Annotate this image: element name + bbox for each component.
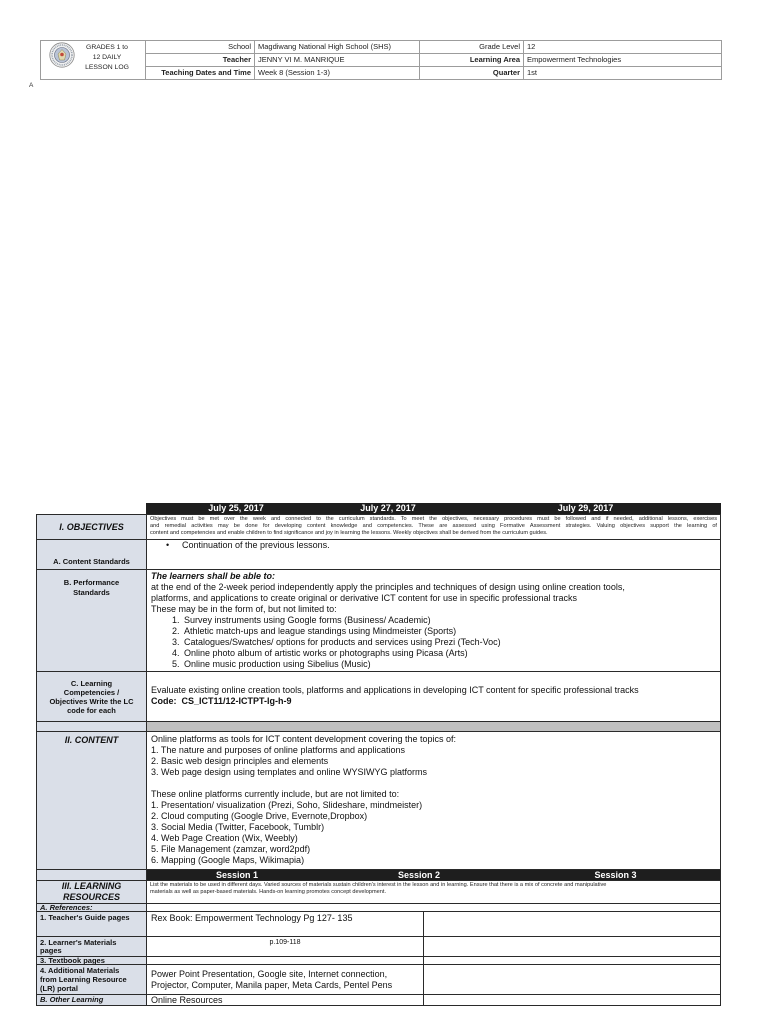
additional-materials-session-2 bbox=[424, 965, 720, 994]
teaching-dates-label: Teaching Dates and Time bbox=[146, 67, 255, 79]
references-label: A. References: bbox=[37, 904, 147, 912]
quarter-value: 1st bbox=[527, 68, 538, 77]
learning-competencies-label-line: code for each bbox=[67, 705, 116, 715]
performance-standards-label-line: Standards bbox=[73, 588, 110, 597]
platform-item: 4. Web Page Creation (Wix, Weebly) bbox=[151, 833, 298, 843]
learners-materials-label-line: 2. Learner's Materials bbox=[40, 938, 117, 947]
date-session-1: July 25, 2017 bbox=[208, 503, 264, 513]
performance-item-text: Athletic match-ups and league standings using Mindmeister (Sports) bbox=[184, 626, 457, 636]
additional-materials-session-1 bbox=[147, 965, 424, 994]
content-topic: 2. Basic web design principles and elements bbox=[151, 756, 329, 766]
performance-item bbox=[151, 615, 716, 626]
performance-standards-intro: The learners shall be able to: bbox=[151, 571, 276, 581]
teachers-guide-cell bbox=[147, 912, 721, 937]
learning-competencies-label bbox=[37, 672, 147, 722]
additional-materials-value-line: Power Point Presentation, Google site, Internet connection, bbox=[151, 968, 388, 979]
learners-materials-value: p.109-118 bbox=[269, 939, 301, 946]
other-learning-cell bbox=[147, 995, 721, 1006]
school-label: School bbox=[146, 41, 255, 54]
blank-line bbox=[151, 778, 716, 789]
lesson-log-header-table bbox=[40, 40, 722, 80]
title-line: GRADES 1 to bbox=[86, 44, 128, 51]
lesson-log-title bbox=[77, 43, 137, 73]
additional-materials-value-line: Projector, Computer, Manila paper, Meta Cards, Pentel Pens bbox=[151, 979, 393, 990]
other-learning-value: Online Resources bbox=[151, 995, 223, 1005]
objectives-label: I. OBJECTIVES bbox=[37, 515, 147, 540]
learners-materials-session-2 bbox=[424, 937, 720, 956]
content-standards-bullet: • Continuation of the previous lessons. bbox=[147, 540, 720, 551]
content-standards-label bbox=[37, 540, 147, 570]
learning-resources-label-line: III. LEARNING bbox=[61, 881, 122, 891]
grade-level-value: 12 bbox=[524, 41, 721, 54]
other-learning-label: B. Other Learning bbox=[37, 995, 147, 1006]
content-topic: 1. The nature and purposes of online platforms and applications bbox=[151, 745, 405, 755]
title-line: LESSON LOG bbox=[85, 64, 129, 71]
learners-materials-label bbox=[37, 937, 147, 957]
performance-item-text: Survey instruments using Google forms (Business/ Academic) bbox=[184, 615, 431, 625]
additional-materials-label bbox=[37, 965, 147, 995]
header-logo-cell bbox=[41, 41, 146, 79]
performance-standards-line: at the end of the 2-week period independently apply the principles and techniques of design using online creation tools, bbox=[151, 582, 625, 592]
code-label: Code: bbox=[151, 695, 177, 706]
other-learning-session-1 bbox=[147, 995, 424, 1005]
additional-materials-label-line: (LR) portal bbox=[40, 984, 78, 993]
content-cell bbox=[147, 732, 721, 870]
learning-resources-label-line: RESOURCES bbox=[62, 892, 120, 902]
learning-competencies-label-line: C. Learning bbox=[70, 678, 113, 688]
performance-item bbox=[151, 626, 716, 637]
separator-bar bbox=[147, 722, 721, 732]
learners-materials-label-line: pages bbox=[40, 946, 62, 955]
textbook-pages-cell bbox=[147, 957, 721, 965]
textbook-pages-session-1 bbox=[147, 957, 424, 964]
learning-resources-note bbox=[147, 881, 721, 904]
teacher-value: JENNY VI M. MANRIQUE bbox=[255, 54, 420, 67]
competency-code: CS_ICT11/12-ICTPT-Ig-h-9 bbox=[181, 695, 292, 706]
deped-seal-logo bbox=[49, 42, 75, 68]
textbook-pages-label: 3. Textbook pages bbox=[37, 957, 147, 965]
performance-standards-line: platforms, and applications to create original or derivative ICT content for use in specific professional tracks bbox=[151, 593, 578, 603]
date-session-2: July 27, 2017 bbox=[360, 503, 416, 513]
performance-item-number: 1. bbox=[172, 615, 180, 625]
content-topic: 3. Web page design using templates and online WYSIWYG platforms bbox=[151, 767, 427, 777]
other-learning-session-2 bbox=[424, 995, 720, 1005]
references-cell bbox=[147, 904, 721, 912]
learning-competencies-label-line: Competencies / bbox=[63, 687, 120, 697]
platform-item: 2. Cloud computing (Google Drive, Evernote,Dropbox) bbox=[151, 811, 368, 821]
sessions-header-row bbox=[147, 870, 721, 881]
performance-standards-line: These may be in the form of, but not limited to: bbox=[151, 604, 337, 614]
platform-item: 5. File Management (zamzar, word2pdf) bbox=[151, 844, 311, 854]
sessions-label-cell bbox=[37, 870, 147, 881]
session-1-header: Session 1 bbox=[215, 870, 259, 880]
performance-item bbox=[151, 648, 716, 659]
performance-item-number: 4. bbox=[172, 648, 180, 658]
session-3-header: Session 3 bbox=[594, 870, 637, 880]
performance-standards-label bbox=[37, 570, 147, 672]
date-session-3: July 29, 2017 bbox=[557, 503, 614, 513]
teachers-guide-label: 1. Teacher's Guide pages bbox=[37, 912, 147, 937]
teachers-guide-value: Rex Book: Empowerment Technology Pg 127- 135 bbox=[151, 913, 353, 923]
performance-item bbox=[151, 659, 716, 670]
performance-item-text: Catalogues/Swatches/ options for products and services using Prezi (Tech-Voc) bbox=[184, 637, 501, 647]
school-value: Magdiwang National High School (SHS) bbox=[255, 41, 420, 54]
additional-materials-label-line: from Learning Resource bbox=[40, 975, 127, 984]
teachers-guide-session-2 bbox=[424, 912, 720, 936]
content-label: II. CONTENT bbox=[37, 732, 147, 870]
performance-standards-cell bbox=[147, 570, 721, 672]
learners-materials-session-1 bbox=[147, 937, 424, 956]
title-line: 12 DAILY bbox=[92, 54, 122, 61]
session-2-header: Session 2 bbox=[397, 870, 441, 880]
platforms-intro: These online platforms currently include, but are not limited to: bbox=[151, 789, 400, 799]
quarter-label: Quarter bbox=[420, 67, 524, 79]
teachers-guide-session-1 bbox=[147, 912, 424, 936]
learning-competencies-cell bbox=[147, 672, 721, 722]
grade-level-label: Grade Level bbox=[420, 41, 524, 54]
performance-item-text: Online music production using Sibelius (Music) bbox=[184, 659, 371, 669]
performance-item-number: 5. bbox=[172, 659, 180, 669]
learning-resources-label bbox=[37, 881, 147, 904]
performance-standards-label-line: B. Performance bbox=[63, 578, 120, 587]
content-standards-cell bbox=[147, 540, 721, 570]
lesson-plan-grid bbox=[36, 514, 721, 1006]
dates-header-row bbox=[146, 503, 721, 514]
content-standards-label-text: A. Content Standards bbox=[53, 557, 130, 566]
platform-item: 3. Social Media (Twitter, Facebook, Tumblr) bbox=[151, 822, 325, 832]
teacher-label: Teacher bbox=[146, 54, 255, 67]
lesson-plan-table bbox=[36, 503, 721, 1006]
objectives-note-line: Objectives must be met over the week and connected to the curriculum standards. To meet the objectives, necessary procedures must be followed and if needed, additional lessons, exercises bbox=[150, 516, 717, 522]
learning-competencies-label-line: Objectives Write the LC bbox=[49, 696, 134, 706]
learning-competency-text: Evaluate existing online creation tools, platforms and applications in developing ICT content for specific professional tracks bbox=[151, 684, 639, 695]
objectives-note-line: content and competencies and enable children to find significance and joy in learning the lessons. Weekly objectives shall be derived from the curriculum guides. bbox=[150, 530, 548, 536]
additional-materials-label-line: 4. Additional Materials bbox=[40, 966, 120, 975]
platform-item: 1. Presentation/ visualization (Prezi, Soho, Slideshare, mindmeister) bbox=[151, 800, 423, 810]
performance-item-number: 2. bbox=[172, 626, 180, 636]
learning-area-value: Empowerment Technologies bbox=[524, 54, 721, 67]
stray-mark: A bbox=[29, 82, 34, 89]
learning-competency-code-line bbox=[151, 696, 716, 707]
performance-item bbox=[151, 637, 716, 648]
learners-materials-cell bbox=[147, 937, 721, 957]
objectives-note bbox=[147, 515, 721, 540]
learning-resources-note-line: List the materials to be used in different days. Varied sources of materials sustain children's interest in the lesson and in learning. Ensure that there is a mix of concrete and manipulative bbox=[150, 882, 607, 888]
learning-resources-note-line: materials as well as paper-based materials. Hands-on learning promotes concept development. bbox=[150, 889, 386, 895]
textbook-pages-session-2 bbox=[424, 957, 720, 964]
performance-item-number: 3. bbox=[172, 637, 180, 647]
content-intro: Online platforms as tools for ICT content development covering the topics of: bbox=[151, 734, 456, 744]
objectives-note-line: and remedial activities may be done for developing content knowledge and competencies. These are assessed using Formative Assessment strategies. Valuing objectives support the learning of bbox=[150, 523, 717, 529]
performance-item-text: Online photo album of artistic works or photographs using Picasa (Arts) bbox=[184, 648, 468, 658]
additional-materials-cell bbox=[147, 965, 721, 995]
learning-area-label: Learning Area bbox=[420, 54, 524, 67]
platform-item: 6. Mapping (Google Maps, Wikimapia) bbox=[151, 855, 305, 865]
teaching-dates-value: Week 8 (Session 1-3) bbox=[255, 67, 420, 79]
separator-label-cell bbox=[37, 722, 147, 732]
